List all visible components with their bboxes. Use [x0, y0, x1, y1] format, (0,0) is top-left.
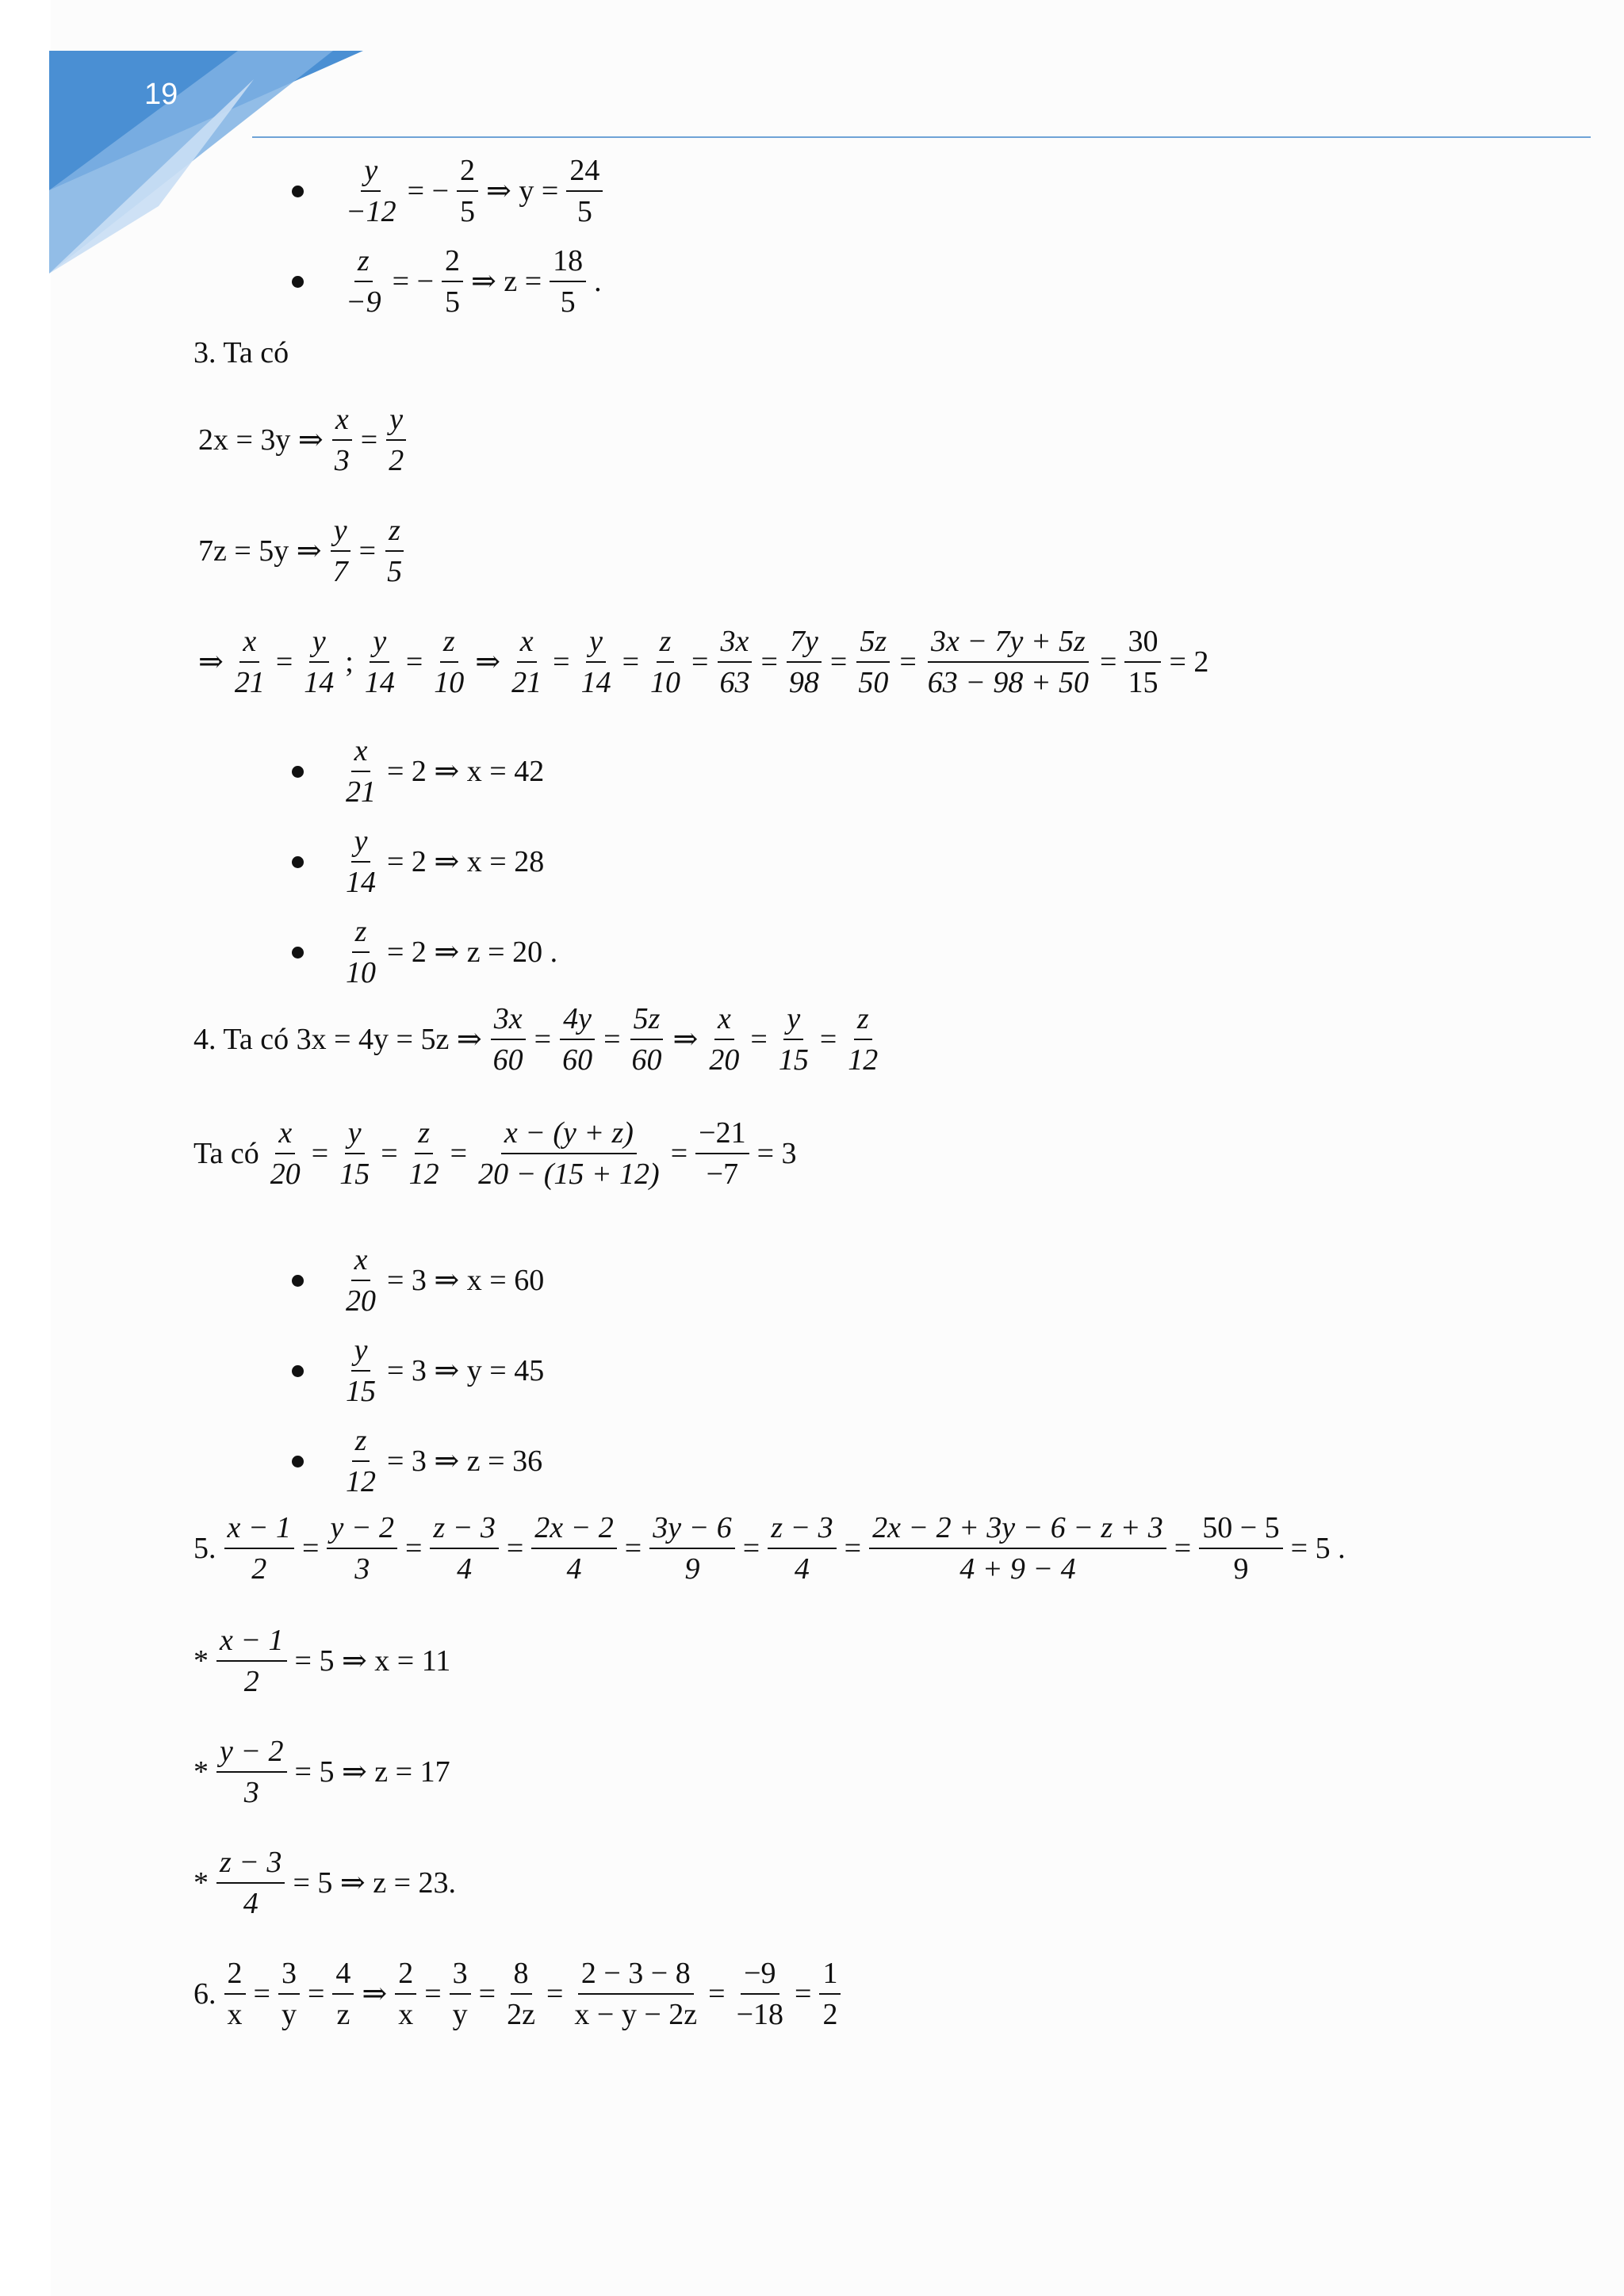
fraction	[768, 1513, 836, 1584]
fraction-numerator: z	[385, 515, 404, 552]
math-text: 3. Ta có	[193, 336, 289, 369]
math-line-s1	[189, 1625, 455, 1697]
fraction	[490, 1004, 527, 1075]
fraction-numerator: 7y	[787, 626, 822, 663]
fraction-numerator: x	[517, 626, 537, 663]
fraction-numerator: −9	[741, 1958, 779, 1995]
fraction-numerator: z	[352, 916, 370, 953]
fraction-numerator: z − 3	[768, 1513, 836, 1549]
fraction	[343, 1335, 379, 1406]
math-text: Ta có	[193, 1137, 259, 1170]
fraction	[647, 626, 684, 698]
math-text: 5.	[193, 1532, 216, 1565]
math-text: 4. Ta có 3x = 4y = 5z ⇒	[193, 1023, 482, 1056]
header-rule	[252, 136, 1591, 138]
math-text: = 2 ⇒ x = 42	[387, 755, 545, 788]
fraction	[578, 626, 615, 698]
fraction-denominator: 21	[511, 666, 542, 699]
fraction-numerator: z	[854, 1004, 872, 1040]
fraction-denominator: 3	[354, 1552, 370, 1586]
fraction-denominator: 15	[346, 1375, 376, 1408]
fraction-denominator: 5	[460, 195, 476, 228]
fraction-denominator: 50	[858, 666, 889, 699]
page-number: 19	[144, 78, 178, 111]
math-text: =	[795, 1977, 812, 2011]
fraction-numerator: x	[332, 404, 352, 441]
fraction-numerator: z − 3	[430, 1513, 498, 1549]
fraction-denominator: 60	[562, 1043, 593, 1077]
fraction-numerator: y	[586, 626, 606, 663]
fraction	[232, 626, 268, 698]
bullet-icon	[292, 1275, 304, 1287]
fraction	[216, 1847, 285, 1919]
math-text: =	[404, 1532, 423, 1565]
fraction	[343, 736, 379, 807]
fraction-denominator: y	[281, 1998, 297, 2031]
fraction	[1199, 1513, 1282, 1584]
fraction-denominator: 3	[334, 444, 350, 477]
fraction-denominator: 5	[576, 195, 592, 228]
fraction	[224, 1513, 295, 1584]
math-text: =	[1100, 645, 1117, 679]
fraction	[216, 1625, 287, 1697]
fraction-denominator: −7	[706, 1158, 739, 1191]
fraction-denominator: 20	[709, 1043, 740, 1077]
math-line-e3a	[193, 404, 410, 476]
fraction-denominator: 14	[346, 866, 376, 899]
math-text: .	[594, 265, 602, 298]
fraction-numerator: z	[352, 1425, 370, 1462]
fraction	[301, 626, 337, 698]
math-text: =	[424, 1977, 442, 2011]
fraction	[475, 1118, 663, 1189]
fraction	[716, 626, 753, 698]
bullet-icon	[292, 1365, 304, 1377]
fraction-numerator: z	[415, 1118, 433, 1154]
fraction-denominator: 4 + 9 − 4	[959, 1552, 1076, 1586]
fraction-denominator: 12	[408, 1158, 439, 1191]
fraction	[224, 1958, 246, 2030]
fraction-denominator: 2	[243, 1665, 259, 1698]
fraction-numerator: y	[331, 515, 350, 552]
math-line-e4a	[189, 1118, 802, 1189]
fraction-denominator: 14	[304, 666, 335, 699]
fraction-numerator: 5z	[630, 1004, 664, 1040]
fraction-numerator: 24	[566, 155, 603, 192]
fraction-denominator: 12	[346, 1465, 376, 1498]
fraction-numerator: 2x − 2 + 3y − 6 − z + 3	[869, 1513, 1166, 1549]
fraction-denominator: 15	[778, 1043, 809, 1077]
fraction	[385, 404, 407, 476]
bullet-icon	[292, 856, 304, 868]
fraction	[629, 1004, 665, 1075]
fraction-numerator: x	[351, 736, 371, 772]
fraction	[566, 155, 603, 227]
fraction-numerator: z	[440, 626, 458, 663]
fraction-numerator: z − 3	[216, 1847, 285, 1884]
fraction-numerator: x − 1	[224, 1513, 295, 1549]
fraction-numerator: y − 2	[216, 1736, 287, 1773]
fraction	[431, 626, 467, 698]
math-text: = 5 ⇒ z = 17	[294, 1755, 450, 1789]
math-line-e5	[189, 1513, 1350, 1584]
fraction-numerator: 3x	[491, 1004, 526, 1040]
math-text: =	[478, 1977, 496, 2011]
fraction-denominator: 4	[566, 1552, 582, 1586]
fraction	[869, 1513, 1166, 1584]
fraction-denominator: 5	[560, 285, 576, 319]
fraction	[384, 515, 405, 587]
fraction	[332, 1958, 354, 2030]
fraction	[550, 246, 586, 317]
bullet-icon	[292, 1456, 304, 1468]
math-text: =	[358, 534, 377, 568]
fraction-numerator: 3	[450, 1958, 471, 1995]
fraction	[776, 1004, 812, 1075]
fraction-denominator: 2	[251, 1552, 267, 1586]
fraction-numerator: x − (y + z)	[501, 1118, 637, 1154]
fraction	[695, 1118, 749, 1189]
math-line-e3b	[193, 515, 408, 587]
fraction	[216, 1736, 287, 1808]
fraction-numerator: 3x	[718, 626, 753, 663]
fraction-denominator: 60	[492, 1043, 523, 1077]
math-text: 7z = 5y ⇒	[198, 534, 322, 568]
math-text: =	[742, 1532, 760, 1565]
fraction-denominator: 21	[346, 775, 376, 809]
fraction	[457, 155, 478, 227]
fraction	[531, 1513, 617, 1584]
math-text: ⇒	[362, 1977, 388, 2011]
fraction	[430, 1513, 498, 1584]
fraction-denominator: 14	[364, 666, 395, 699]
bullet-icon	[292, 766, 304, 778]
math-text: =	[829, 645, 848, 679]
fraction-denominator: 9	[1233, 1552, 1249, 1586]
fraction-numerator: 4	[332, 1958, 354, 1995]
math-text: ;	[345, 645, 354, 679]
fraction-denominator: −18	[736, 1998, 784, 2031]
math-text: =	[381, 1137, 398, 1170]
fraction-numerator: 3x − 7y + 5z	[928, 626, 1089, 663]
math-text: = 5 ⇒ x = 11	[294, 1644, 451, 1678]
math-text: =	[302, 1532, 320, 1565]
math-text: =	[844, 1532, 862, 1565]
math-line-s3	[189, 1847, 461, 1919]
math-line-e6	[189, 1958, 844, 2030]
fraction-denominator: 10	[346, 956, 376, 989]
fraction-numerator: 2 − 3 − 8	[578, 1958, 694, 1995]
math-text: =	[670, 1137, 688, 1170]
fraction-denominator: 2z	[507, 1998, 535, 2031]
math-text: *	[193, 1644, 209, 1678]
fraction-denominator: 3	[243, 1776, 259, 1809]
fraction-numerator: x	[351, 1245, 371, 1281]
fraction	[845, 1004, 881, 1075]
fraction-numerator: 2x − 2	[531, 1513, 617, 1549]
fraction-denominator: 20	[270, 1158, 301, 1191]
math-text: = −	[392, 265, 435, 298]
math-line-e3c	[193, 626, 1213, 698]
fraction-numerator: 30	[1124, 626, 1161, 663]
math-text: ⇒ z =	[471, 265, 542, 298]
math-text: =	[691, 645, 709, 679]
fraction	[504, 1958, 538, 2030]
fraction-numerator: 3y − 6	[649, 1513, 735, 1549]
fraction-denominator: 4	[243, 1887, 259, 1920]
math-line-b6	[339, 1245, 549, 1316]
fraction-denominator: 63 − 98 + 50	[927, 666, 1090, 699]
fraction	[343, 246, 385, 317]
math-text: =	[750, 1023, 768, 1056]
math-text: =	[553, 645, 570, 679]
fraction-numerator: z	[657, 626, 675, 663]
fraction-numerator: 2	[457, 155, 478, 192]
math-text: =	[534, 1023, 552, 1056]
fraction-numerator: 4y	[560, 1004, 595, 1040]
fraction	[343, 1425, 379, 1497]
fraction	[278, 1958, 300, 2030]
fraction-denominator: z	[336, 1998, 350, 2031]
fraction	[343, 155, 400, 227]
math-text: =	[311, 1137, 329, 1170]
math-text: =	[760, 645, 778, 679]
fraction	[406, 1118, 442, 1189]
fraction-denominator: 20	[346, 1284, 376, 1318]
fraction-numerator: 18	[550, 246, 586, 282]
fraction-denominator: x − y − 2z	[574, 1998, 698, 2031]
fraction	[395, 1958, 416, 2030]
math-text: = −	[407, 174, 450, 208]
fraction-numerator: 1	[819, 1958, 841, 1995]
fraction	[559, 1004, 596, 1075]
math-text: = 3	[756, 1137, 797, 1170]
math-text: =	[899, 645, 917, 679]
math-text: = 3 ⇒ x = 60	[387, 1264, 545, 1297]
math-line-b5	[339, 916, 562, 988]
math-text: 2x = 3y ⇒	[198, 423, 324, 457]
fraction-numerator: y	[351, 826, 371, 863]
fraction-denominator: 63	[719, 666, 750, 699]
fraction-numerator: y	[783, 1004, 803, 1040]
math-text: =	[360, 423, 378, 457]
fraction-numerator: −21	[695, 1118, 749, 1154]
fraction	[331, 404, 353, 476]
math-text: = 5 .	[1290, 1532, 1346, 1565]
fraction	[819, 1958, 841, 2030]
math-text: =	[450, 1137, 468, 1170]
fraction-numerator: 8	[511, 1958, 532, 1995]
fraction-numerator: y	[309, 626, 329, 663]
fraction-denominator: 2	[389, 444, 404, 477]
fraction	[267, 1118, 304, 1189]
fraction-denominator: 60	[631, 1043, 662, 1077]
math-text: =	[1174, 1532, 1192, 1565]
fraction-numerator: 5z	[856, 626, 890, 663]
fraction-denominator: 5	[445, 285, 461, 319]
math-text: *	[193, 1866, 209, 1900]
fraction-denominator: 12	[848, 1043, 879, 1077]
fraction	[649, 1513, 735, 1584]
fraction-denominator: 10	[434, 666, 465, 699]
fraction-numerator: y	[345, 1118, 365, 1154]
fraction-numerator: x	[239, 626, 259, 663]
fraction	[508, 626, 545, 698]
fraction-numerator: x	[275, 1118, 295, 1154]
math-line-b3	[339, 736, 549, 807]
math-text: = 5 ⇒ z = 23.	[293, 1866, 457, 1900]
fraction-denominator: y	[452, 1998, 468, 2031]
fraction-numerator: y	[361, 155, 381, 192]
math-text: = 2 ⇒ z = 20 .	[387, 936, 558, 969]
fraction-denominator: −12	[346, 195, 396, 228]
bullet-icon	[292, 276, 304, 288]
bullet-icon	[292, 186, 304, 197]
fraction-numerator: y − 2	[327, 1513, 397, 1549]
fraction	[330, 515, 351, 587]
math-line-b8	[339, 1425, 547, 1497]
fraction-denominator: 9	[684, 1552, 700, 1586]
math-text: = 2 ⇒ x = 28	[387, 845, 545, 878]
math-text: = 2	[1169, 645, 1209, 679]
fraction	[362, 626, 398, 698]
math-text: = 3 ⇒ y = 45	[387, 1354, 545, 1387]
fraction-denominator: 15	[339, 1158, 370, 1191]
math-text: ⇒	[672, 1023, 699, 1056]
math-text: ⇒	[475, 645, 501, 679]
math-text: =	[546, 1977, 564, 2011]
fraction-denominator: x	[398, 1998, 414, 2031]
fraction-denominator: 2	[822, 1998, 838, 2031]
fraction-denominator: 20 − (15 + 12)	[478, 1158, 660, 1191]
math-line-b4	[339, 826, 549, 897]
fraction-denominator: 21	[234, 666, 265, 699]
fraction	[343, 1245, 379, 1316]
math-text: 6.	[193, 1977, 216, 2011]
fraction-numerator: y	[351, 1335, 371, 1372]
math-text: ⇒	[198, 645, 224, 679]
fraction-numerator: x	[714, 1004, 734, 1040]
math-text: = 3 ⇒ z = 36	[387, 1445, 543, 1478]
math-text: =	[708, 1977, 726, 2011]
fraction-denominator: 4	[457, 1552, 473, 1586]
bullet-icon	[292, 947, 304, 959]
fraction-denominator: −9	[346, 285, 381, 319]
fraction-denominator: x	[227, 1998, 243, 2031]
fraction	[336, 1118, 373, 1189]
math-text: =	[819, 1023, 837, 1056]
fraction-numerator: 2	[442, 246, 463, 282]
math-text: =	[307, 1977, 325, 2011]
fraction-denominator: 7	[332, 555, 348, 588]
fraction	[925, 626, 1092, 698]
math-text: =	[624, 1532, 642, 1565]
fraction	[327, 1513, 397, 1584]
fraction-numerator: y	[370, 626, 389, 663]
math-text: =	[253, 1977, 270, 2011]
math-line-h4	[189, 1004, 884, 1075]
fraction	[571, 1958, 700, 2030]
fraction-denominator: 14	[580, 666, 611, 699]
fraction-denominator: 98	[788, 666, 819, 699]
fraction-numerator: 3	[278, 1958, 300, 1995]
fraction-numerator: 2	[395, 1958, 416, 1995]
fraction	[442, 246, 463, 317]
fraction-denominator: 10	[650, 666, 680, 699]
fraction	[706, 1004, 742, 1075]
math-text: =	[405, 645, 423, 679]
math-line-s2	[189, 1736, 455, 1808]
fraction	[786, 626, 822, 698]
fraction	[733, 1958, 787, 2030]
section-heading-3	[189, 338, 293, 368]
fraction-numerator: x − 1	[216, 1625, 287, 1662]
fraction	[855, 626, 891, 698]
math-text: *	[193, 1755, 209, 1789]
fraction-numerator: 50 − 5	[1199, 1513, 1282, 1549]
fraction-numerator: y	[386, 404, 406, 441]
fraction	[343, 916, 379, 988]
fraction-denominator: 15	[1128, 666, 1159, 699]
math-text: =	[275, 645, 293, 679]
math-line-b1	[339, 155, 606, 227]
math-line-b7	[339, 1335, 549, 1406]
math-text: =	[506, 1532, 524, 1565]
fraction	[1124, 626, 1161, 698]
fraction-denominator: 5	[387, 555, 403, 588]
fraction	[343, 826, 379, 897]
math-text: =	[622, 645, 639, 679]
fraction-numerator: z	[354, 246, 373, 282]
math-text: ⇒ y =	[486, 174, 559, 208]
fraction-denominator: 4	[794, 1552, 810, 1586]
fraction	[450, 1958, 471, 2030]
math-text: =	[603, 1023, 621, 1056]
math-line-b2	[339, 246, 607, 317]
fraction-numerator: 2	[224, 1958, 246, 1995]
